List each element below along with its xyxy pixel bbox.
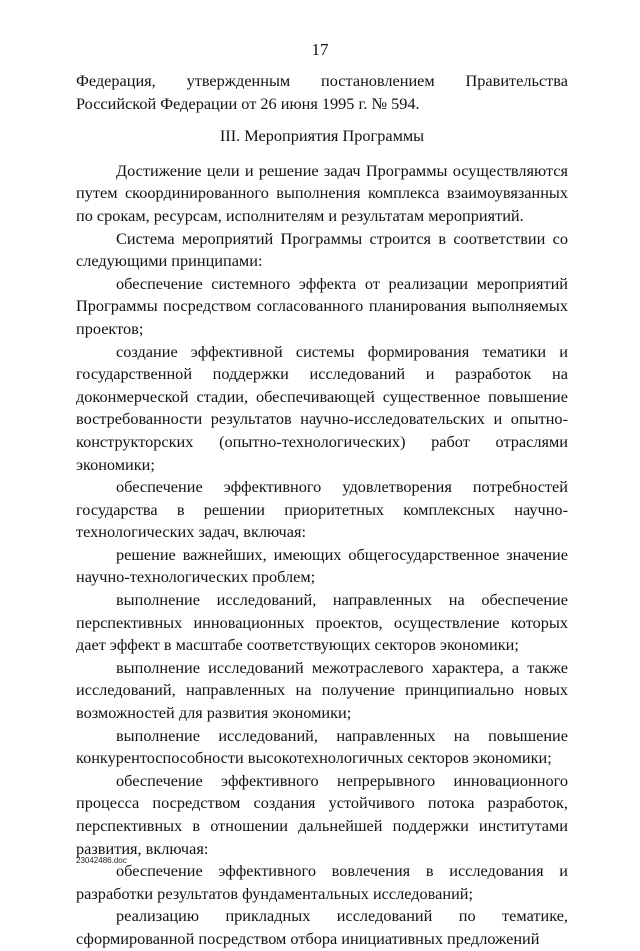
paragraph: Достижение цели и решение задач Программы осуществляются путем скоординированного выполнения комплекса взаимоувязанных по срокам, ресурсам, исполнителям и результатам мероприятий. [76,160,568,225]
paragraph: выполнение исследований межотраслевого характера, а также исследований, направленных на получение принципиально новых возможностей для развития экономики; [76,657,568,723]
paragraph: создание эффективной системы формирования тематики и государственной поддержки исследований и разработок на доконмерческой стадии, обеспечивающей существенное повышение востребованности результатов научно-исследовательских и опытно-конструкторских (опытно-технологических) работ отраслями экономики; [76,341,568,474]
paragraph-continuation: Федерация, утвержденным постановлением Правительства Российской Федерации от 26 июня 1995 г. № 594. [76,71,568,113]
page-number: 17 [311,40,329,59]
paragraph: реализацию прикладных исследований по тематике, сформированной посредством отбора инициативных предложений [76,906,568,948]
paragraph: обеспечение системного эффекта от реализации мероприятий Программы посредством согласованного планирования выполняемых проектов; [76,273,568,338]
paragraph: решение важнейших, имеющих общегосударственное значение научно-технологических проблем; [76,544,568,587]
paragraph: обеспечение эффективного удовлетворения потребностей государства в решении приоритетных комплексных научно-технологических задач, включая: [76,477,568,542]
paragraph: обеспечение эффективного вовлечения в исследования и разработки результатов фундаментальных исследований; [76,861,568,903]
paragraph: выполнение исследований, направленных на повышение конкурентоспособности высокотехнологичных секторов экономики; [76,725,568,768]
paragraph: Система мероприятий Программы строится в соответствии со следующими принципами: [76,228,568,271]
document-body [76,70,568,951]
section-heading: III. Мероприятия Программы [219,126,425,146]
paragraph: обеспечение эффективного непрерывного инновационного процесса посредством создания устойчивого потока разработок, перспективных в отношении дальнейшей поддержки институтами развития, включая: [76,770,568,858]
footer-filename: 23042486.doc [76,856,127,865]
paragraph: выполнение исследований, направленных на обеспечение перспективных инновационных проектов, осуществление которых дает эффект в масштабе соответствующих секторов экономики; [76,590,568,655]
